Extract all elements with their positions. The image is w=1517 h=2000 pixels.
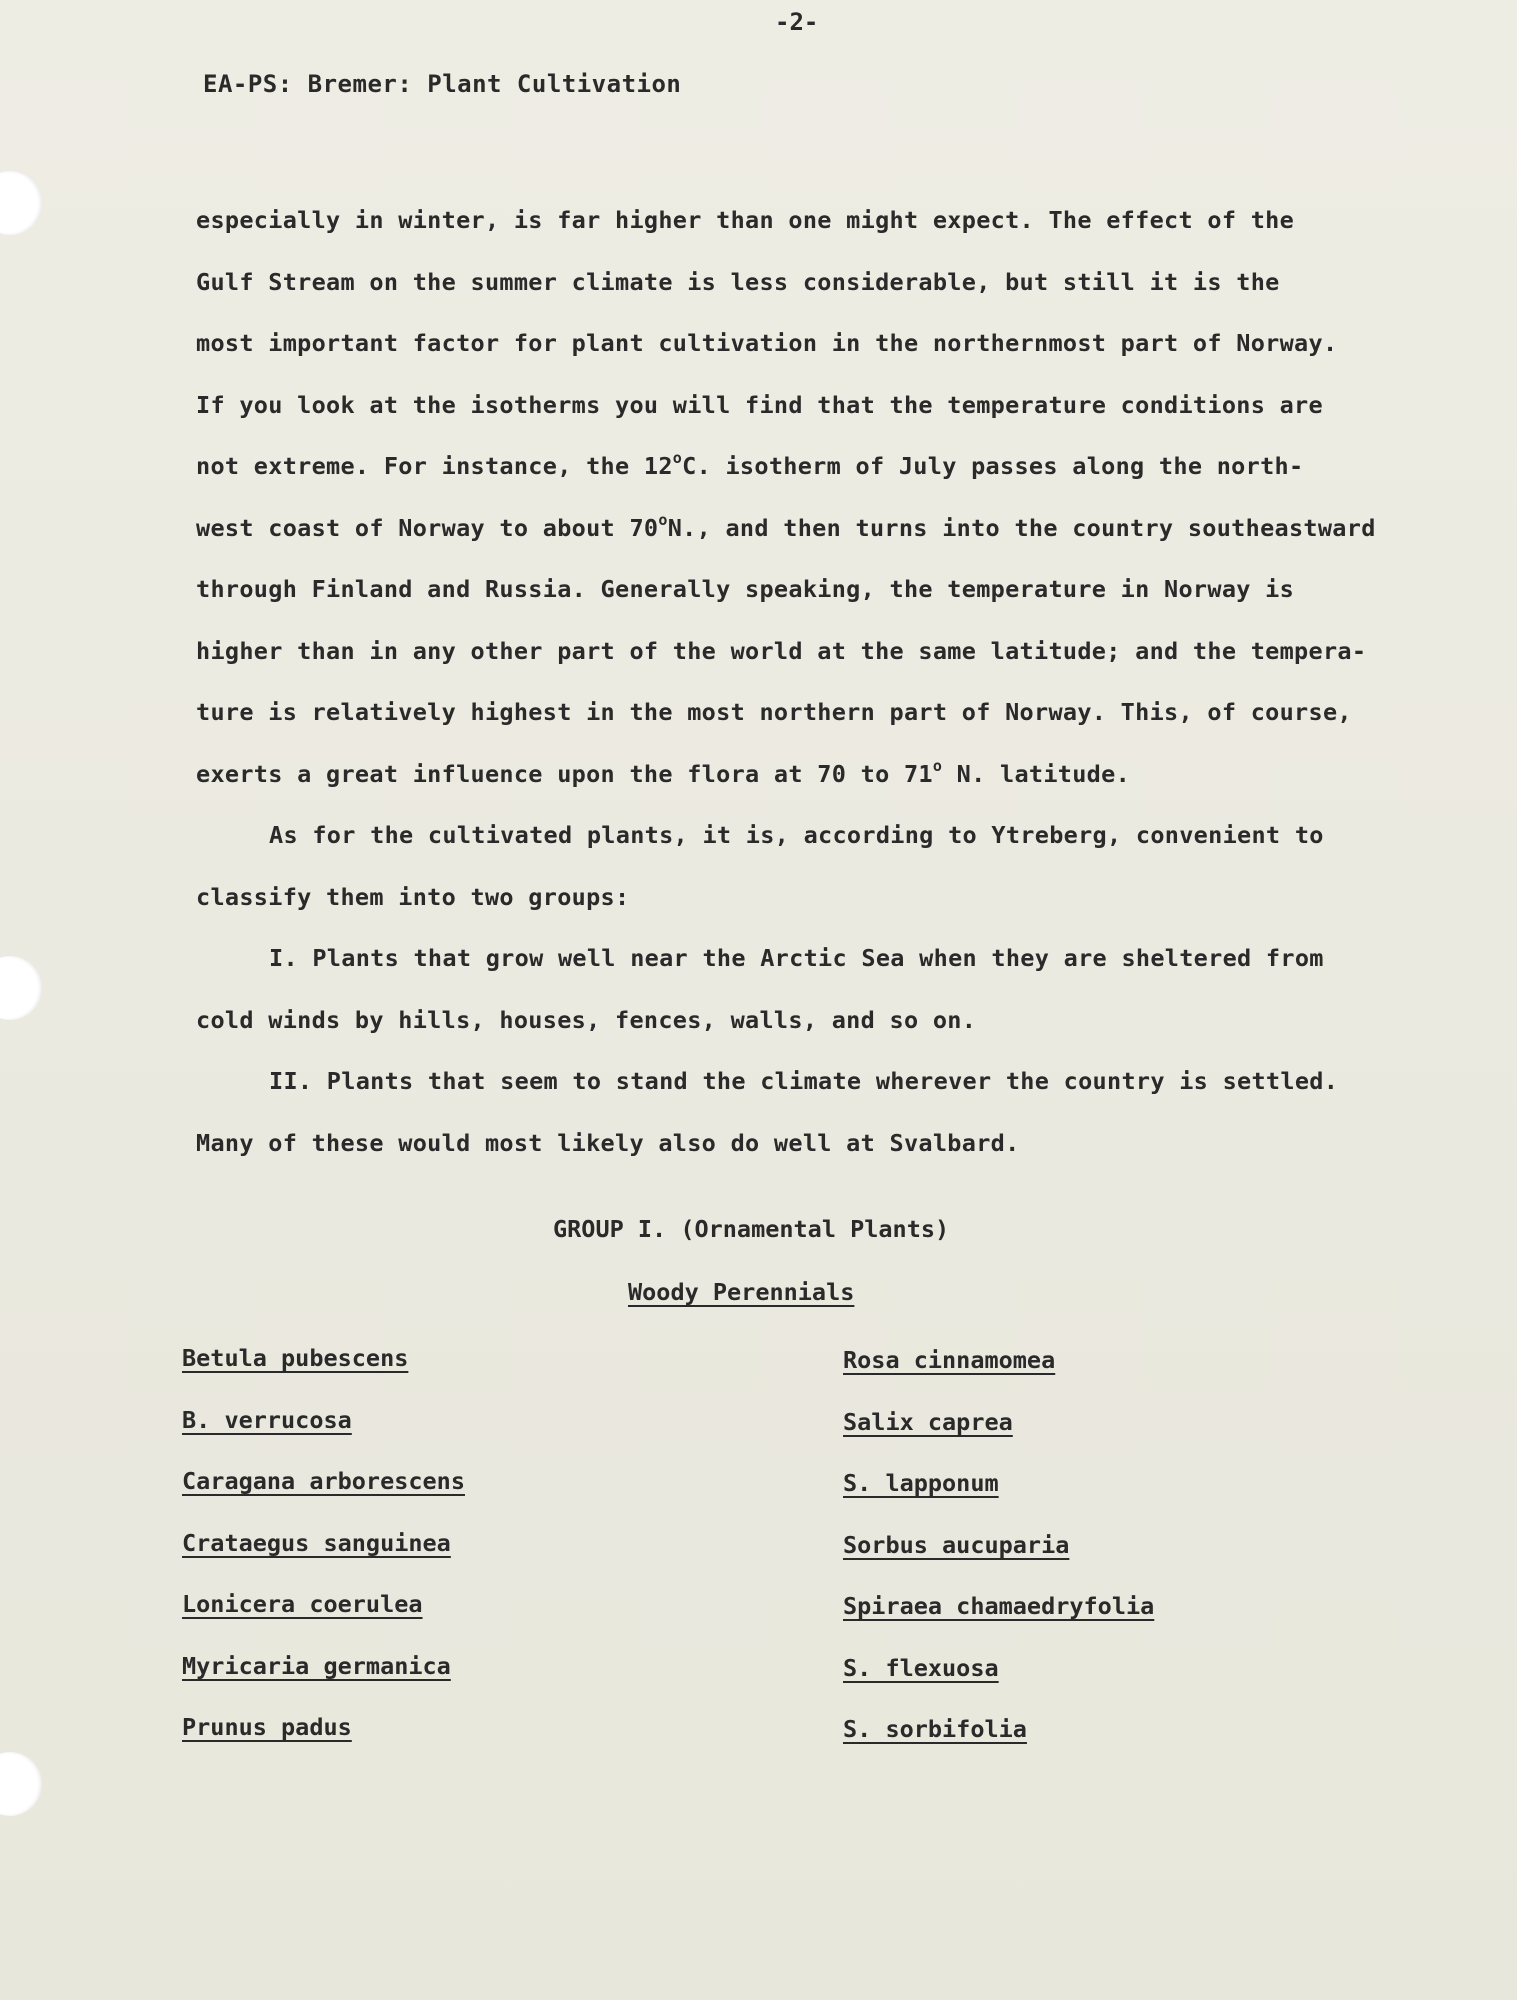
- text-line: west coast of Norway to about 70$^o$N., and then turns into the country southeastward: [196, 510, 1376, 542]
- degree-mark: o: [658, 510, 668, 529]
- list-item: Betula pubescens: [182, 1344, 409, 1372]
- list-item: Salix caprea: [843, 1407, 1013, 1436]
- plant-list-right: [843, 1340, 1154, 1771]
- text-line: not extreme. For instance, the 12$^o$C. isotherm of July passes along the north-: [196, 449, 1304, 480]
- group-one-description: I. Plants that grow well near the Arctic Sea when they are sheltered from: [269, 944, 1324, 972]
- list-item: S. sorbifolia: [843, 1715, 1027, 1743]
- list-item: Crataegus sanguinea: [182, 1528, 451, 1557]
- text-line: especially in winter, is far higher than one might expect. The effect of the: [196, 206, 1295, 234]
- list-item: Rosa cinnamomea: [843, 1346, 1056, 1374]
- list-item: Lonicera coerulea: [182, 1590, 423, 1618]
- text-line: Many of these would most likely also do well at Svalbard.: [196, 1128, 1020, 1157]
- list-item: S. flexuosa: [843, 1653, 999, 1682]
- plant-list-left: [182, 1338, 465, 1769]
- list-item: Caragana arborescens: [182, 1467, 465, 1495]
- list-item: S. lapponum: [843, 1469, 999, 1497]
- text-line: most important factor for plant cultivation in the northernmost part of Norway.: [196, 329, 1338, 357]
- punch-hole: [0, 171, 42, 235]
- text-line: ture is relatively highest in the most northern part of Norway. This, of course,: [196, 698, 1352, 726]
- text-line: cold winds by hills, houses, fences, walls, and so on.: [196, 1005, 977, 1034]
- text-line: higher than in any other part of the world at the same latitude; and the tempera-: [196, 636, 1367, 665]
- group-subtitle: Woody Perennials: [628, 1278, 855, 1306]
- list-item: Prunus padus: [182, 1713, 352, 1741]
- text-line: As for the cultivated plants, it is, according to Ytreberg, convenient to: [269, 821, 1324, 849]
- degree-mark: o: [932, 756, 943, 775]
- text-line: classify them into two groups:: [196, 882, 630, 911]
- group-two-description: II. Plants that seem to stand the climate wherever the country is settled.: [269, 1067, 1339, 1095]
- running-header: EA-PS: Bremer: Plant Cultivation: [203, 70, 682, 98]
- text-line: If you look at the isotherms you will find that the temperature conditions are: [196, 390, 1323, 419]
- group-title: GROUP I. (Ornamental Plants): [553, 1215, 950, 1243]
- text-line: through Finland and Russia. Generally speaking, the temperature in Norway is: [196, 575, 1295, 603]
- punch-hole: [0, 1752, 42, 1816]
- body-text: [196, 190, 1466, 1174]
- text-line: exerts a great influence upon the flora at 70 to 71$^o$ N. latitude.: [196, 756, 1131, 788]
- punch-hole: [0, 956, 42, 1020]
- list-item: Sorbus aucuparia: [843, 1530, 1070, 1559]
- list-item: Spiraea chamaedryfolia: [843, 1592, 1155, 1620]
- degree-mark: o: [672, 449, 683, 467]
- list-item: Myricaria germanica: [182, 1651, 451, 1680]
- page-number: -2-: [775, 8, 819, 36]
- text-line: Gulf Stream on the summer climate is less considerable, but still it is the: [196, 267, 1280, 296]
- list-item: B. verrucosa: [182, 1405, 352, 1434]
